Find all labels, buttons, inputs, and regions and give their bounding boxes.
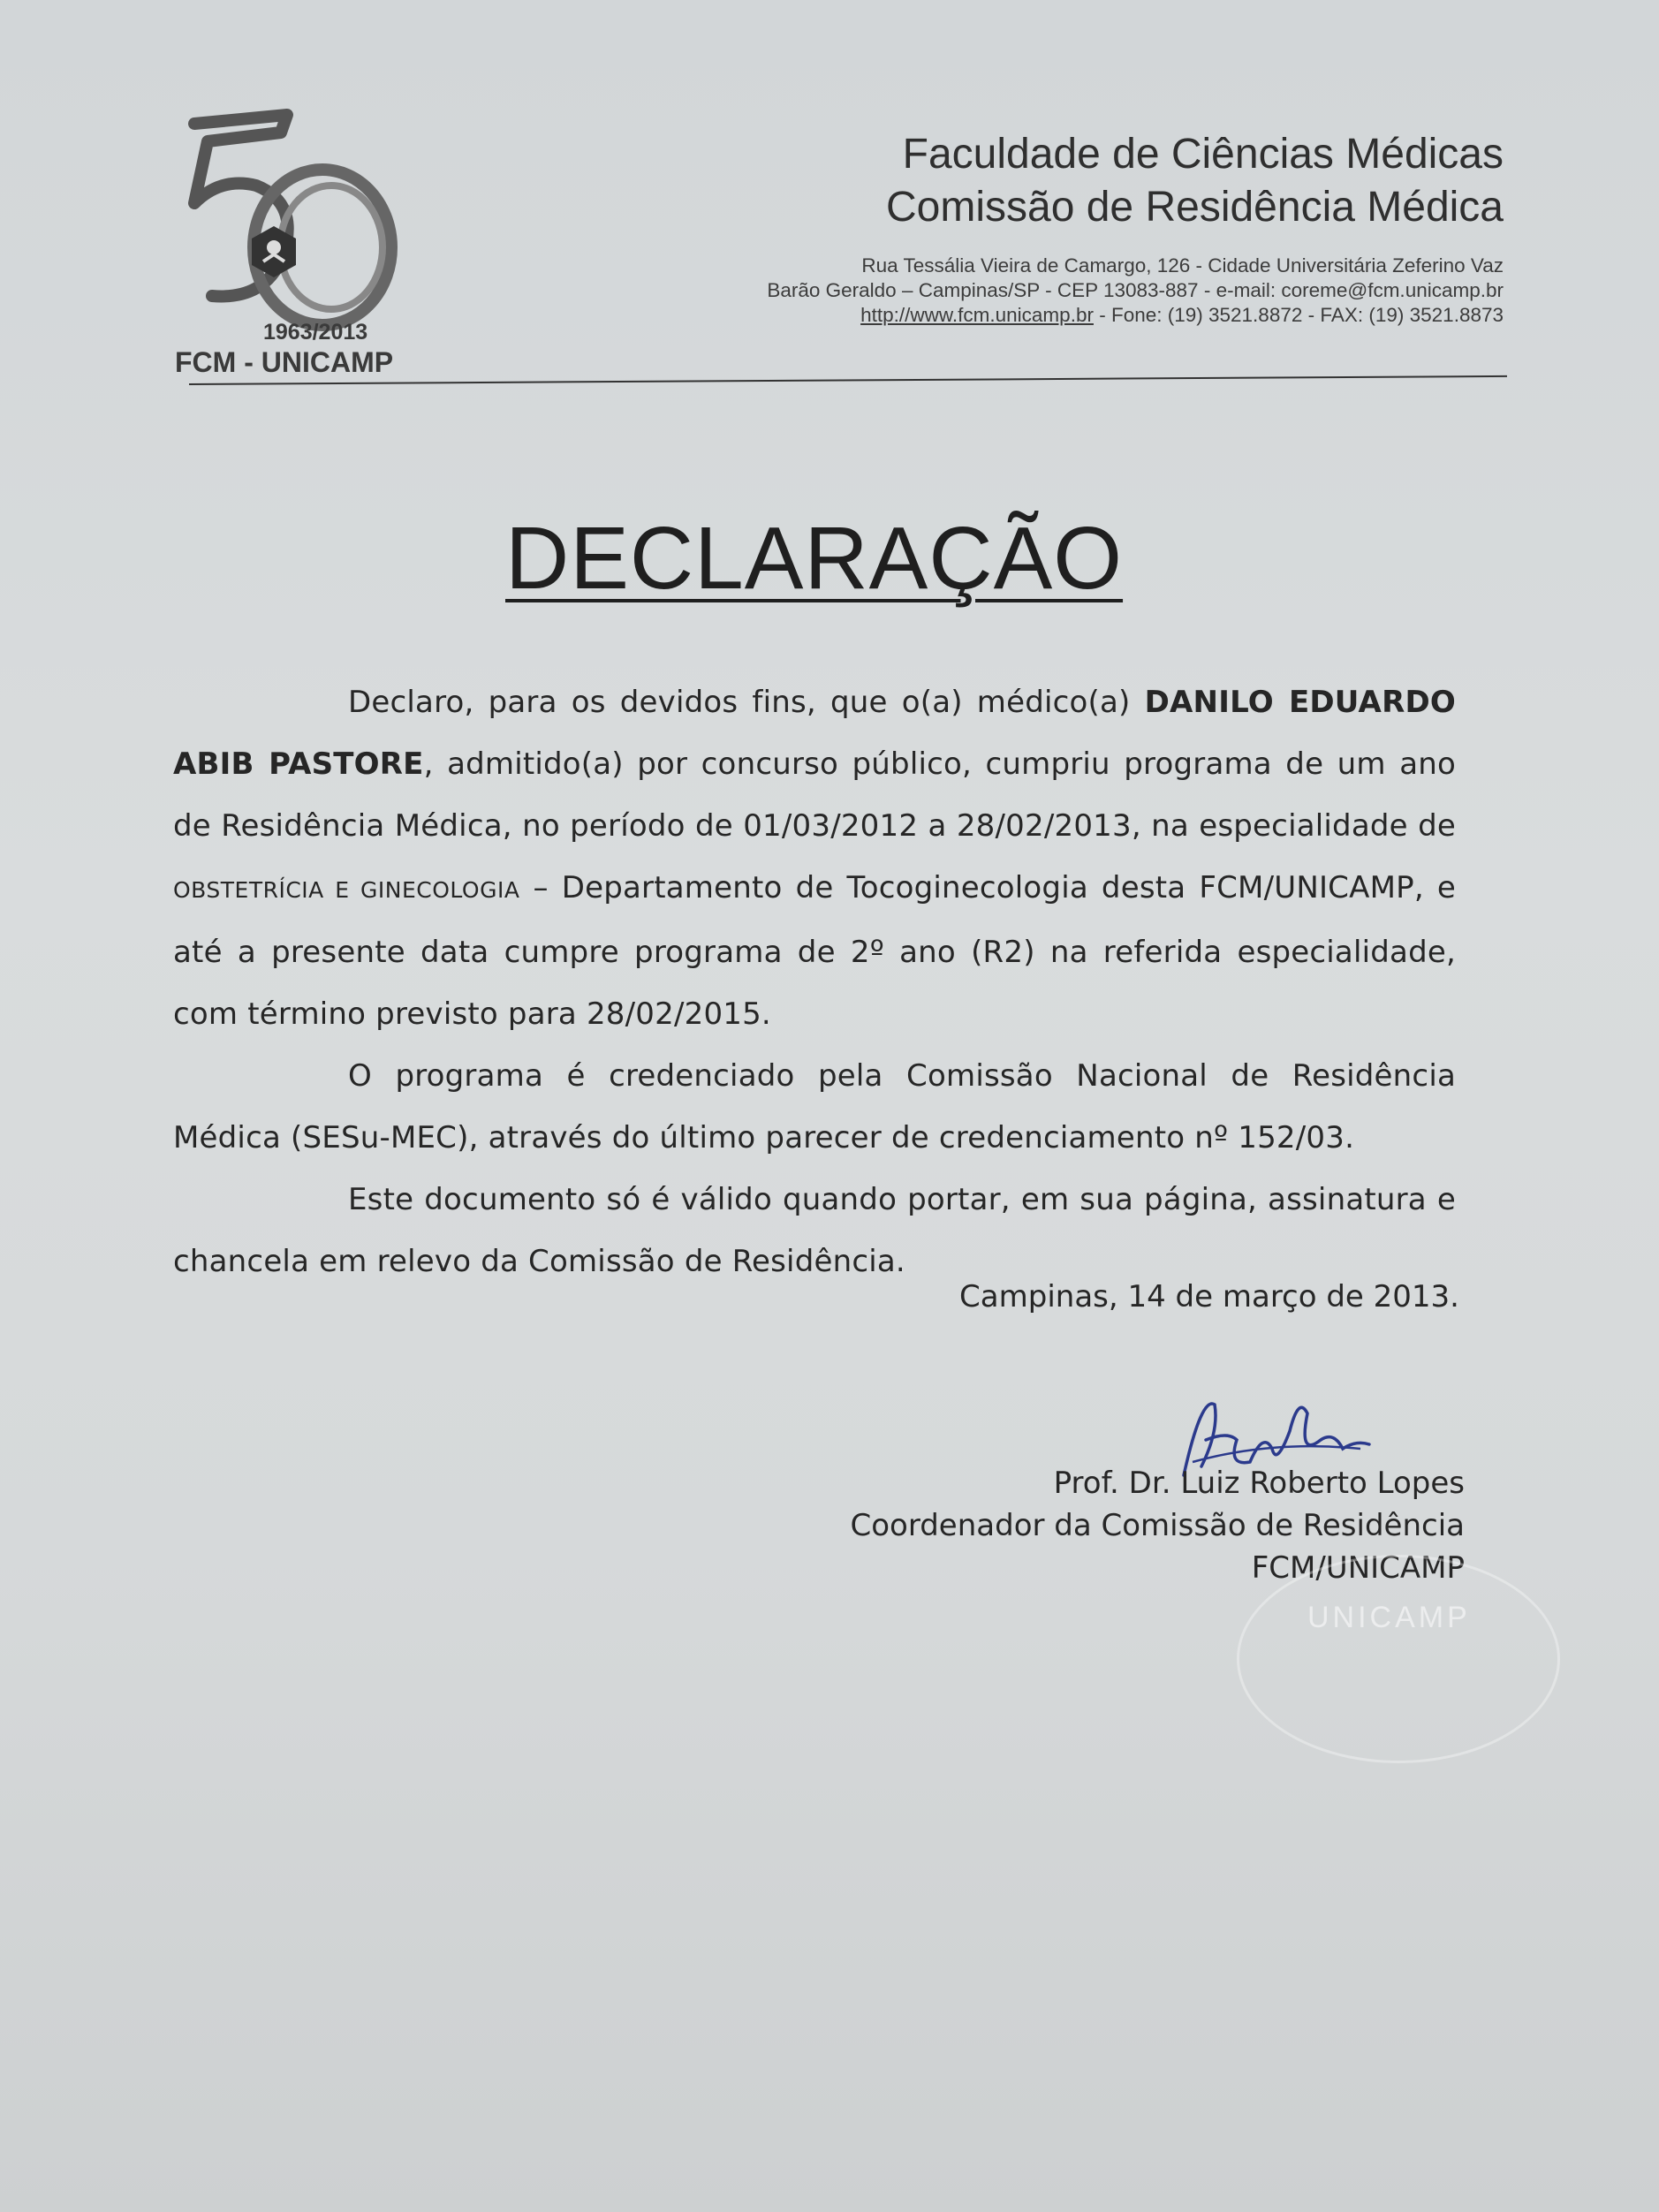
- signatory-institution: FCM/UNICAMP: [1251, 1550, 1465, 1586]
- signatory-name: Prof. Dr. Luiz Roberto Lopes: [1053, 1466, 1465, 1501]
- physician-name: DANILO EDUARDO ABIB PASTORE: [173, 685, 1456, 782]
- p1-middle: , admitido(a) por concurso público, cumpriu programa de um ano de Residência Médica, no período de 01/03/2012 a 28/02/2013, na especialidade de: [173, 746, 1456, 844]
- commission-name: Comissão de Residência Médica: [886, 184, 1504, 231]
- place-date: Campinas, 14 de março de 2013.: [959, 1279, 1459, 1314]
- address-line-1: Rua Tessália Vieira de Camargo, 126 - Cidade Universitária Zeferino Vaz: [861, 254, 1504, 276]
- letterhead: [767, 128, 1504, 328]
- logo-50-graphic: [168, 106, 406, 336]
- address-block: [767, 254, 1504, 328]
- specialty-name: OBSTETRÍCIA E GINECOLOGIA: [173, 877, 520, 903]
- p1-intro: Declaro, para os devidos fins, que o(a) médico(a): [348, 685, 1145, 720]
- embossed-seal: [1237, 1555, 1560, 1763]
- declaration-body: [173, 671, 1456, 1292]
- p1-end: – Departamento de Tocoginecologia desta FCM/UNICAMP, e até a presente data cumpre programa de 2º ano (R2) na referida especialidade, com término previsto para 28/02/2015.: [173, 870, 1456, 1032]
- contact-numbers: - Fone: (19) 3521.8872 - FAX: (19) 3521.8873: [1093, 304, 1504, 326]
- paragraph-1: [173, 671, 1456, 1045]
- logo-name: FCM - UNICAMP: [175, 346, 394, 378]
- paragraph-2: O programa é credenciado pela Comissão Nacional de Residência Médica (SESu-MEC), através do último parecer de credenciamento nº 152/03.: [173, 1058, 1456, 1155]
- address-line-2: Barão Geraldo – Campinas/SP - CEP 13083-887 - e-mail: coreme@fcm.unicamp.br: [767, 279, 1504, 301]
- address-line-3: [767, 303, 1504, 328]
- paragraph-3: Este documento só é válido quando portar, em sua página, assinatura e chancela em relevo da Comissão de Residência.: [173, 1182, 1456, 1279]
- fcm-50-years-logo: [168, 106, 406, 380]
- faculty-name: Faculdade de Ciências Médicas: [902, 131, 1504, 178]
- signatory-role: Coordenador da Comissão de Residência: [850, 1508, 1465, 1543]
- document-title: DECLARAÇÃO: [505, 509, 1124, 608]
- website-link[interactable]: http://www.fcm.unicamp.br: [860, 304, 1094, 326]
- embossed-seal-text: UNICAMP: [1307, 1601, 1471, 1634]
- logo-years: 1963/2013: [263, 320, 368, 345]
